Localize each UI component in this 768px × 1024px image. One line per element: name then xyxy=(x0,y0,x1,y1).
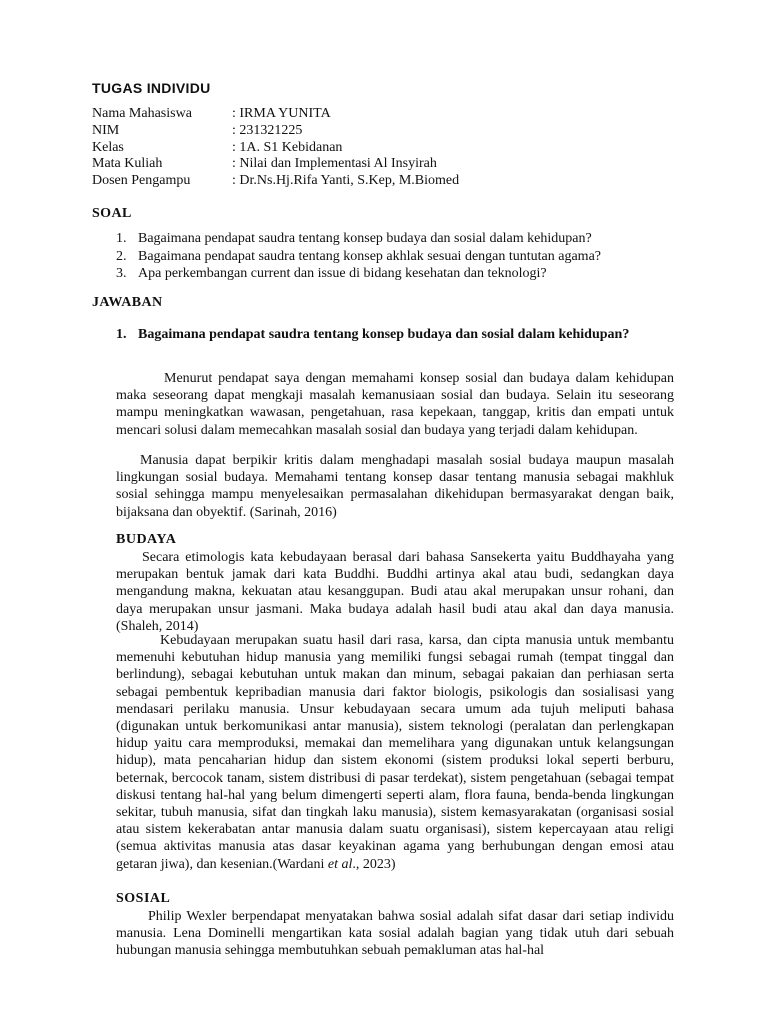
answer-question-text: Bagaimana pendapat saudra tentang konsep budaya dan sosial dalam kehidupan? xyxy=(138,327,630,342)
info-label: Kelas xyxy=(92,139,124,155)
question-text: Bagaimana pendapat saudra tentang konsep budaya dan sosial dalam kehidupan? xyxy=(138,231,592,246)
question-number: 3. xyxy=(116,266,127,281)
budaya-paragraph-2 xyxy=(116,632,674,873)
sosial-paragraph-1: Philip Wexler berpendapat menyatakan bahwa sosial adalah sifat dasar dari setiap individu manusia. Lena Dominelli mengartikan kata sosial adalah bagian yang tidak utuh dari sebuah hubungan manusia sehingga membutuhkan sebuah pemakluman atas hal-hal xyxy=(116,909,674,959)
info-label: Dosen Pengampu xyxy=(92,173,191,189)
question-number: 1. xyxy=(116,231,127,246)
info-label: Nama Mahasiswa xyxy=(92,106,192,121)
question-item xyxy=(116,230,686,248)
budaya-paragraph-1: Secara etimologis kata kebudayaan berasal dari bahasa Sansekerta yaitu Buddhayaha yang merupakan bentuk jamak dari kata Buddhi. Buddhi artinya akal atau budi, sedangkan daya mengandung makna, kekuatan atau kesanggupan. Budi atau akal merupakan unsur rohani, dan daya merupakan unsur jasmani. Maka budaya adalah hasil budi atau akal dan daya manusia.(Shaleh, 2014) xyxy=(116,550,674,634)
answer-question-heading xyxy=(116,326,674,344)
info-row-nim xyxy=(92,123,459,140)
question-text: Apa perkembangan current dan issue di bidang kesehatan dan teknologi? xyxy=(138,266,547,281)
page-title: TUGAS INDIVIDU xyxy=(92,80,211,96)
budaya-paragraph-2-text: Kebudayaan merupakan suatu hasil dari rasa, karsa, dan cipta manusia untuk membantu memenuhi kebutuhan hidup manusia yang memiliki fungsi sebagai rumah (tempat tinggal dan berlindung), sebagai kebutuhan untuk makan dan minum, sebagai pakaian dan perhiasan serta sebagai pembentuk kepribadian manusia dari faktor biologis, psikologis dan sosialisasi yang mendasari perilaku manusia. Unsur kebudayaan secara umum ada tujuh meliputi bahasa (digunakan untuk berkomunikasi antar manusia), sistem teknologi (peralatan dan perlengkapan hidup yaitu cara memproduksi, memakai dan memelihara yang digunakan untuk kelangsungan hidup), mata pencaharian hidup dan sistem ekonomi (sistem produksi lokal seperti berburu, beternak, bercocok tanam, sistem distribusi di pasar terdekat), sistem pengetahuan (sebagai tempat diskusi tentang hal-hal yang belum dimengerti seperti alam, flora fauna, benda-benda lingkungan sekitar, tubuh manusia, sifat dan tingkah laku manusia), sistem kemasyarakatan (organisasi sosial atau sistem kekerabatan antar manusia dalam suatu organisasi), sistem kepercayaan atau religi (semua aktivitas manusia atas dasar keyakinan agama yang berhubungan dengan emosi atau getaran jiwa), dan kesenian.(Wardani xyxy=(116,633,674,872)
info-value: : IRMA YUNITA xyxy=(232,106,331,121)
info-value: : Nilai dan Implementasi Al Insyirah xyxy=(232,156,437,172)
info-row-dosen xyxy=(92,173,459,190)
question-item xyxy=(116,265,686,283)
answer-paragraph-2: Manusia dapat berpikir kritis dalam menghadapi masalah sosial budaya maupun masalah lingkungan sosial budaya. Memahami tentang konsep dasar tentang manusia sebagai makhluk sosial sehingga mampu menyelesaikan permasalahan dikehidupan bermasyarakat dengan baik, bijaksana dan obyektif. (Sarinah, 2016) xyxy=(116,453,674,520)
info-row-name xyxy=(92,106,459,123)
info-row-mata-kuliah xyxy=(92,156,459,173)
question-list xyxy=(116,230,686,283)
soal-heading: SOAL xyxy=(92,206,132,221)
info-value: : 1A. S1 Kebidanan xyxy=(232,139,343,155)
answer-paragraph-1: Menurut pendapat saya dengan memahami konsep sosial dan budaya dalam kehidupan maka seseorang dapat mengkaji masalah kemanusiaan sosial dan budaya. Selain itu seseorang mampu meningkatkan wawasan, pengetahuan, rasa kepekaan, tanggap, kritis dan empati untuk mencari solusi dalam memecahkan masalah sosial dan budaya yang terjadi dalam kehidupan. xyxy=(116,371,674,438)
question-number: 2. xyxy=(116,248,127,264)
student-info xyxy=(92,106,459,190)
citation-end: ., 2023) xyxy=(352,856,396,872)
info-label: Mata Kuliah xyxy=(92,156,163,172)
citation-italic: et al xyxy=(327,856,353,872)
question-text: Bagaimana pendapat saudra tentang konsep akhlak sesuai dengan tuntutan agama? xyxy=(138,248,601,264)
question-item xyxy=(116,248,686,266)
jawaban-heading: JAWABAN xyxy=(92,295,163,310)
info-value: : 231321225 xyxy=(232,122,303,138)
answer-question-number: 1. xyxy=(116,327,127,342)
info-value: : Dr.Ns.Hj.Rifa Yanti, S.Kep, M.Biomed xyxy=(232,173,460,189)
budaya-heading: BUDAYA xyxy=(116,532,177,547)
info-label: NIM xyxy=(92,122,120,138)
info-row-kelas xyxy=(92,140,459,157)
sosial-heading: SOSIAL xyxy=(116,891,171,906)
